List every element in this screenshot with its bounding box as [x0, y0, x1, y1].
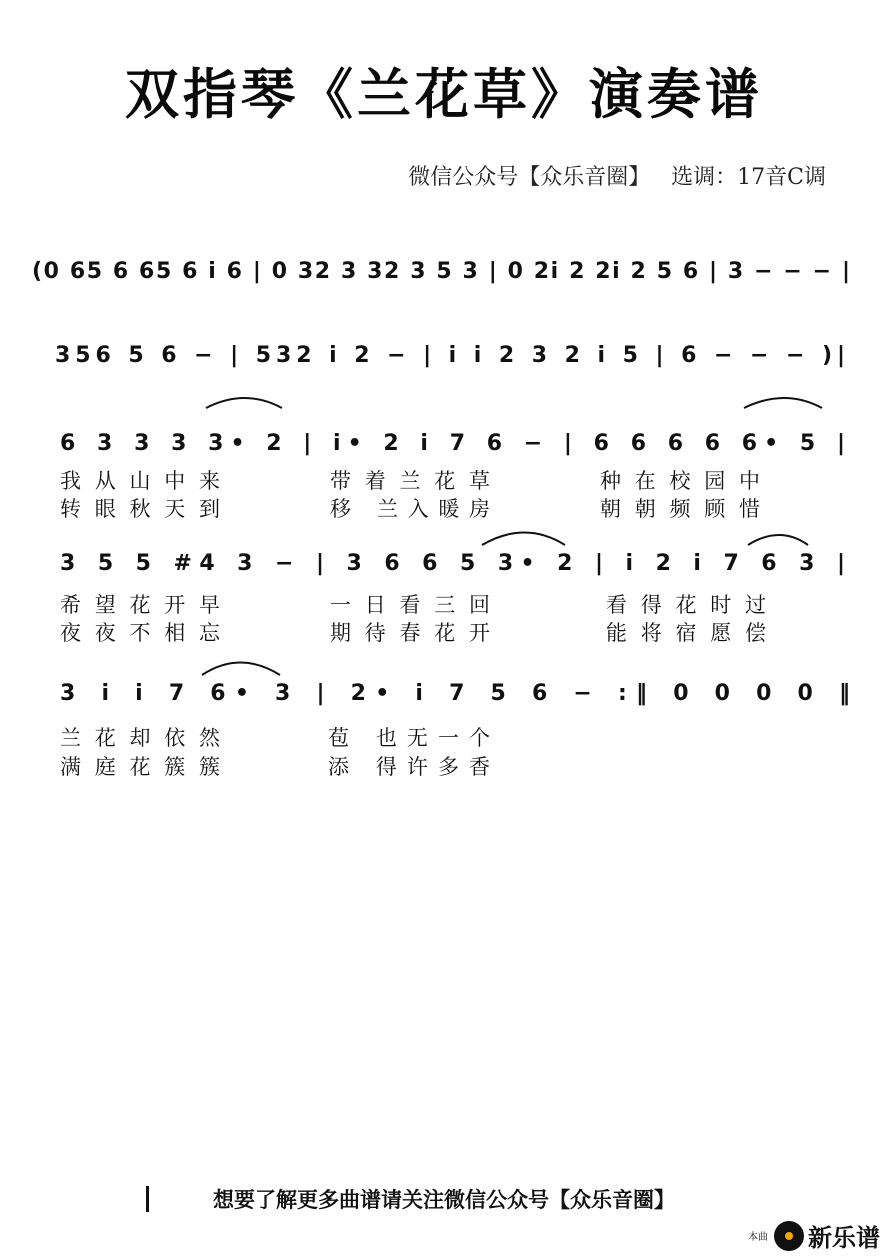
slur — [206, 398, 282, 408]
lyric-verse2: 期待春花开 — [330, 621, 490, 645]
page-title: 双指琴《兰花草》演奏谱 — [125, 63, 763, 126]
lyric-verse1: 看得花时过 — [606, 593, 766, 617]
notes-line-1: (0 65 6 65 6 i 6 | 0 32 3 32 3 5 3 | 0 2i 2 2i 2 5 6 | 3 − − − | — [32, 259, 850, 284]
key-info: 微信公众号【众乐音圈】 选调：17音C调 — [408, 165, 826, 190]
score-line-5 — [60, 663, 850, 780]
slur — [744, 398, 822, 408]
score-line-2 — [55, 343, 845, 368]
lyric-verse1: 我从山中来 — [60, 469, 220, 493]
lyric-verse2: 朝朝频顾惜 — [600, 497, 760, 521]
score-line-1 — [32, 259, 850, 284]
lyric-verse1: 希望花开早 — [60, 593, 220, 617]
lyric-verse1: 种在校园中 — [600, 469, 760, 493]
slur — [748, 535, 808, 545]
lyric-verse1: 一日看三回 — [330, 593, 490, 617]
logo-text: 新乐谱 — [808, 1224, 880, 1252]
lyric-verse1: 兰花却依然 — [60, 726, 220, 750]
logo-caption: 本曲 — [748, 1232, 768, 1243]
score-line-3 — [60, 398, 845, 521]
notes-line-3: 6 3 3 3 3• 2 | i• 2 i 7 6 − | 6 6 6 6 6• 5 | — [60, 431, 845, 456]
vinyl-disc-icon — [774, 1221, 804, 1251]
lyric-verse2: 移 兰入暖房 — [330, 497, 490, 521]
slur — [202, 663, 280, 676]
lyric-verse2: 转眼秋天到 — [60, 497, 220, 521]
brand-logo — [748, 1218, 880, 1253]
lyric-verse2: 添 得许多香 — [328, 755, 490, 779]
footer-note: 想要了解更多曲谱请关注微信公众号【众乐音圈】 — [213, 1188, 675, 1212]
notes-line-2: 356 5 6 − | 532 i 2 − | i i 2 3 2 i 5 | 6 − − − )| — [55, 343, 845, 368]
lyric-verse2: 夜夜不相忘 — [60, 621, 220, 645]
notes-line-4: 3 5 5 #4 3 − | 3 6 6 5 3• 2 | i 2 i 7 6 3 | — [60, 551, 846, 576]
notes-line-5: 3 i i 7 6• 3 | 2• i 7 5 6 − :‖ 0 0 0 0 ‖ — [60, 681, 851, 706]
lyric-verse1: 带着兰花草 — [330, 469, 490, 493]
slur — [482, 533, 565, 546]
lyric-verse2: 满庭花簇簇 — [60, 755, 220, 779]
lyric-verse2: 能将宿愿偿 — [606, 621, 766, 645]
score-line-4 — [60, 533, 845, 646]
lyric-verse1: 苞 也无一个 — [328, 726, 490, 750]
